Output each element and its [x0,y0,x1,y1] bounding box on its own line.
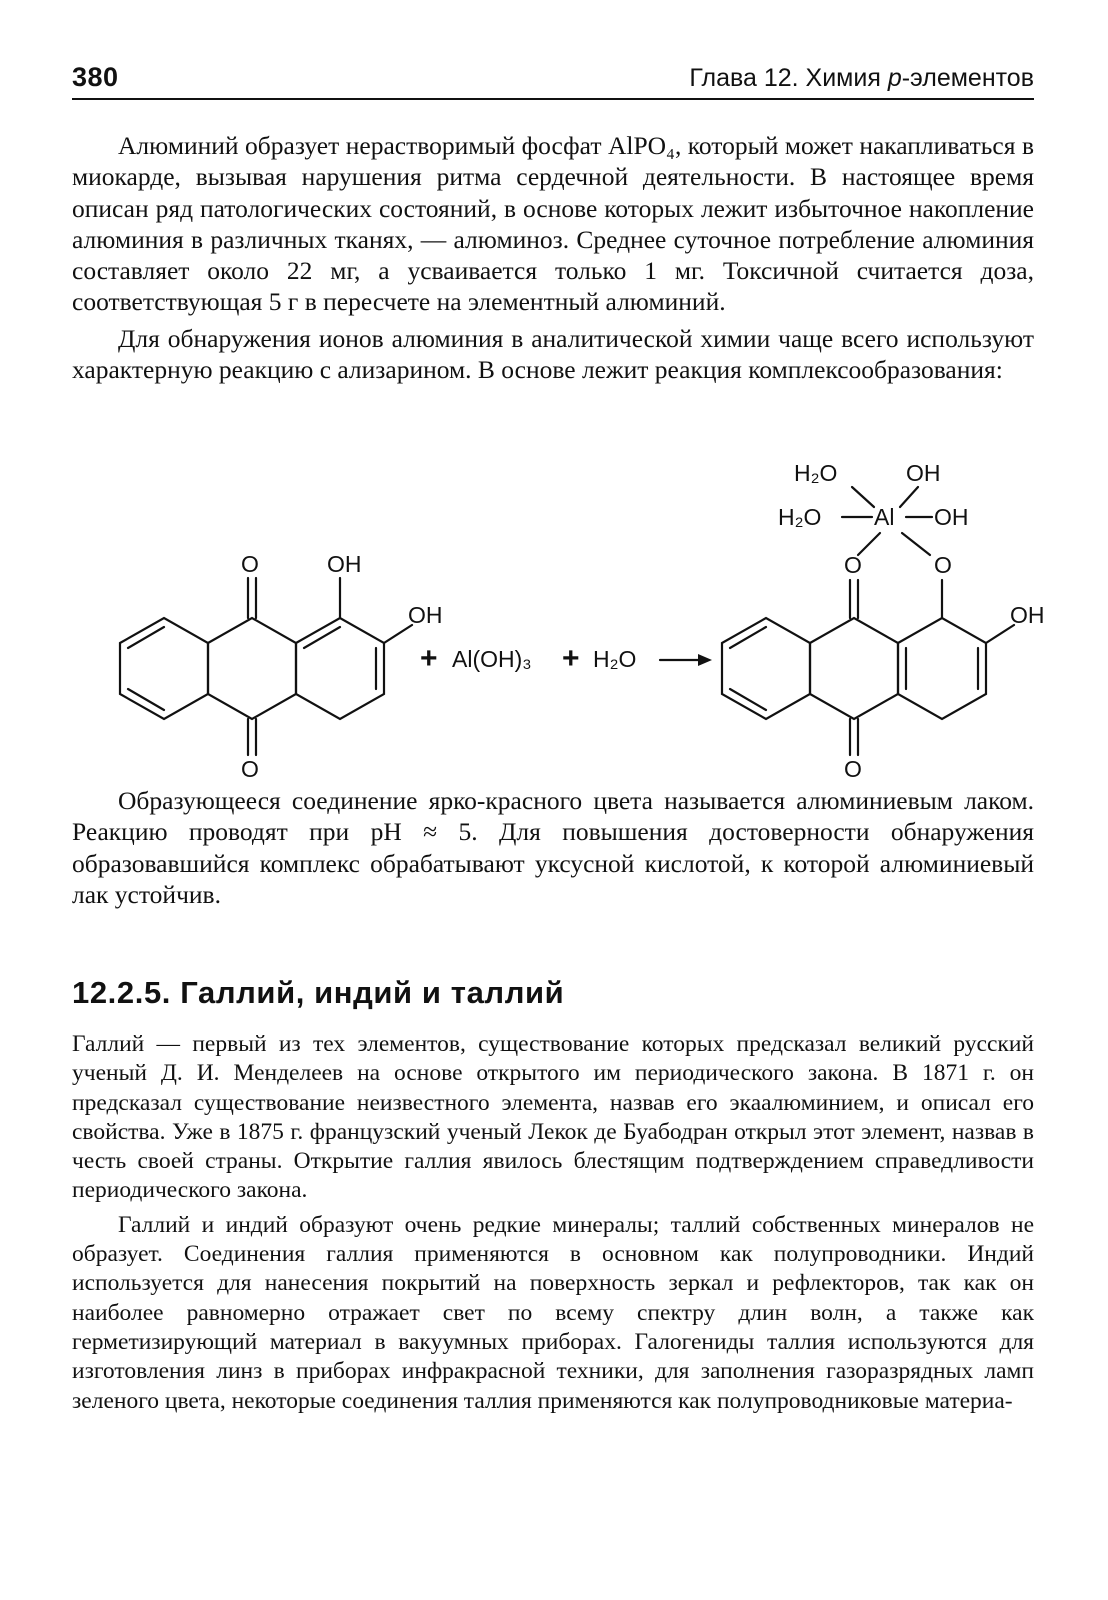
paragraph-aluminium-toxicity: Алюминий образует нерастворимый фосфат AlPO₄, который может накапливаться в миокарде, вызывая нарушения ритма сердечной деятельности. В настоящее время описан ряд патологических состояний, в основе которых лежит избыточное накопление алюминия в различных тканях, — алюминоз. Среднее суточное потребление алюминия составляет около 22 мг, а усваивается только 1 мг. Токсичной считается доза, соответствующая 5 г в пересчете на элементный алюминий. [72,131,1034,317]
text-block-section [72,1030,1034,1416]
alizarin-o-bottom-label: O [241,756,259,780]
text-block-middle [72,785,1034,910]
paragraph-gallium-history: Галлий — первый из тех элементов, существование которых предсказал великий русский ученый Д. И. Менделеев на основе открытого им периодического закона. В 1871 г. он предсказал существование неизвестного элемента, назвав его экаалюминием, и описал его свойства. Уже в 1875 г. французский ученый Лекок де Буабодран открыл этот элемент, назвав в честь своей страны. Открытие галлия явилось блестящим подтверждением справедливости периодического закона. [72,1031,1034,1204]
product-o-right-label: O [934,552,952,578]
running-head-italic: p [887,64,902,92]
paragraph-aluminium-lake: Образующееся соединение ярко-красного цвета называется алюминиевым лаком. Реакцию проводят при pH ≈ 5. Для повышения достоверности обнаружения образовавшийся комплекс обрабатывают уксусной кислотой, к которой алюминиевый лак устойчив. [72,786,1034,909]
page-header [72,58,1034,100]
page-number: 380 [72,62,119,92]
product-ring-middle [810,618,898,719]
paragraph-alizarin-intro: Для обнаружения ионов алюминия в аналитической химии чаще всего используют характерную реакцию с ализарином. В основе лежит реакция комплексообразования: [72,323,1034,385]
running-head [689,64,1034,93]
section-heading: 12.2.5. Галлий, индий и таллий [72,975,565,1010]
plus-sign-1: + [420,642,438,675]
product-al-h2o-top-bond [852,487,874,507]
reagent-aluminium-hydroxide: Al(OH)₃ [452,646,532,672]
alizarin-ring-right-double-1 [304,627,340,648]
product-o-bottom-label: O [844,756,862,780]
product-structure [722,460,1045,780]
product-ring-right [898,618,986,719]
alizarin-ring-middle [208,618,296,719]
alizarin-ring-left [120,618,208,719]
product-h2o-left-label: H₂O [778,504,822,530]
product-ring-left [722,618,810,719]
alizarin-oh-side-label: OH [408,602,443,628]
alizarin-ring-left-double-1 [128,627,164,648]
alizarin-ring-left-double-2 [128,689,164,710]
product-ring-left-double-2 [730,689,766,710]
text-block-top [72,130,1034,385]
alizarin-ring-right [296,618,384,719]
reaction-scheme [0,455,1108,780]
product-al-label: Al [874,504,895,530]
product-oh-side-label: OH [1010,602,1045,628]
product-al-o-right-bond [902,533,930,555]
paragraph-gallium-indium-thallium-uses: Галлий и индий образуют очень редкие минералы; таллий собственных минералов не образует. Соединения галлия применяются в основном как полупроводники. Индий используется для нанесения покрытий на поверхность зеркал и рефлекторов, так как он наиболее равномерно отражает свет по всему спектру длин волн, а также как герметизирующий материал в вакуумных приборах. Галогениды таллия используются для изготовления линз в приборах инфракрасной техники, для заполнения газоразрядных ламп зеленого цвета, некоторые соединения таллия применяются как полупроводниковые материа- [72,1211,1034,1414]
product-ring-left-double-1 [730,627,766,648]
product-al-oh-top-bond [900,487,918,507]
running-head-suffix: -элементов [901,64,1034,92]
reagent-water: H₂O [593,646,637,672]
alizarin-o-top-label: O [241,551,259,577]
product-o-left-label: O [844,552,862,578]
reaction-scheme-drawing [0,455,1108,780]
product-oh-top-label: OH [906,460,941,486]
product-h2o-top-label: H₂O [794,460,838,486]
product-oh-right-label: OH [934,504,969,530]
plus-sign-2: + [562,642,580,675]
reaction-arrow [660,654,712,666]
alizarin-structure [120,551,443,780]
running-head-prefix: Глава 12. Химия [689,64,888,92]
alizarin-oh-top-label: OH [327,551,362,577]
